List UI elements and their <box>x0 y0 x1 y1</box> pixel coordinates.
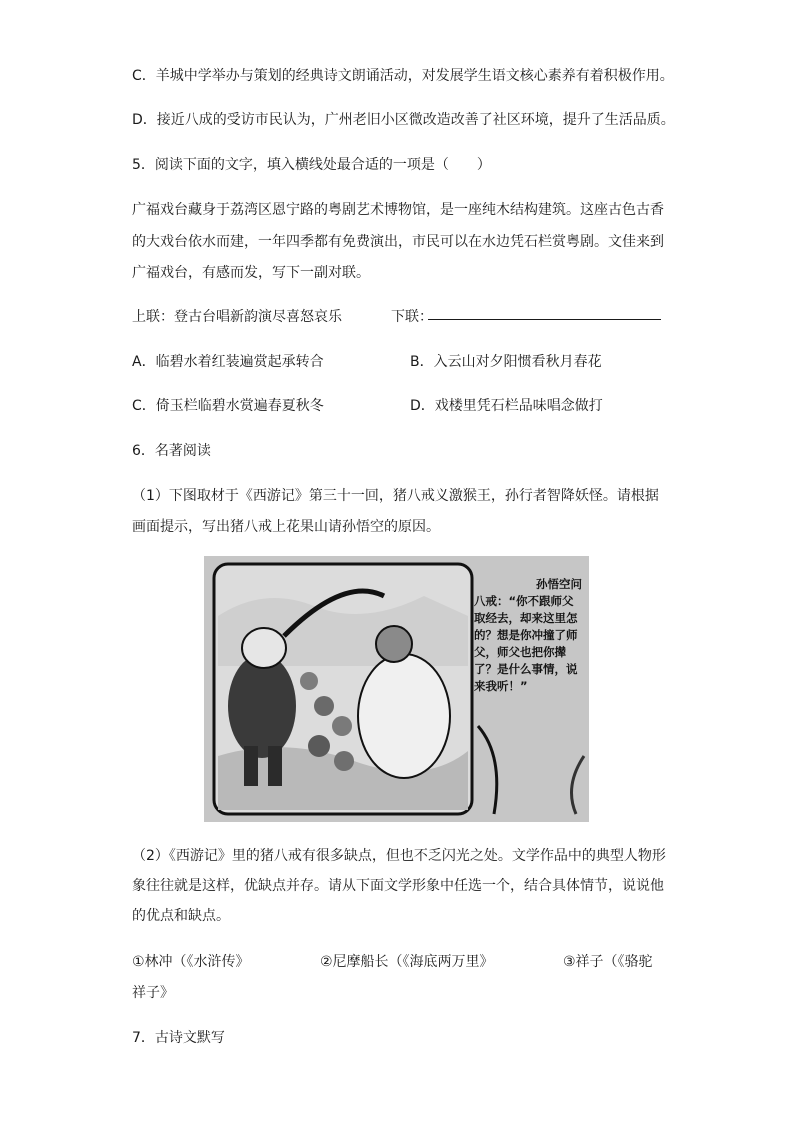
option-b: B．入云山对夕阳惯看秋月春花 <box>410 354 602 370</box>
option-d: D．戏楼里凭石栏品味唱念做打 <box>410 398 603 414</box>
passage-line-2: 的大戏台依水而建，一年四季都有免费演出，市民可以在水边凭石栏赏粤剧。文佳来到 <box>132 234 664 250</box>
passage-line-3: 广福戏台，有感而发，写下一副对联。 <box>132 265 370 281</box>
option-c: C．倚玉栏临碧水赏遍春夏秋冬 <box>132 398 324 414</box>
passage-line-1: 广福戏台藏身于荔湾区恩宁路的粤剧艺术博物馆，是一座纯木结构建筑。这座古色古香 <box>132 202 664 218</box>
comic-illustration <box>204 556 589 822</box>
option-c-line: C．羊城中学举办与策划的经典诗文朗诵活动，对发展学生语文核心素养有着积极作用。 <box>132 68 674 84</box>
character-choice-1: ①林冲（《水浒传》 <box>132 954 250 970</box>
q6-part2-line-2: 象往往就是这样，优缺点并存。请从下面文学形象中任选一个，结合具体情节，说说他 <box>132 878 664 894</box>
q6-part2-line-1: （2）《西游记》里的猪八戒有很多缺点，但也不乏闪光之处。文学作品中的典型人物形 <box>132 848 666 864</box>
question-7-heading: 7．古诗文默写 <box>132 1030 225 1046</box>
question-5-heading: 5．阅读下面的文字，填入横线处最合适的一项是（ ） <box>132 157 491 173</box>
answer-blank[interactable] <box>428 319 661 320</box>
speech-text: 八戒：“你不跟师父取经去，却来这里怎的？想是你冲撞了师父，师父也把你撵了？是什么事情，说来我听！” <box>474 594 578 693</box>
q6-part2-line-3: 的优点和缺点。 <box>132 908 230 924</box>
character-choice-2: ②尼摩船长（《海底两万里》 <box>320 954 494 970</box>
q6-part1-line-1: （1）下图取材于《西游记》第三十一回，猪八戒义激猴王，孙行者智降妖怪。请根据 <box>132 488 659 504</box>
option-d-line: D．接近八成的受访市民认为，广州老旧小区微改造改善了社区环境，提升了生活品质。 <box>132 112 675 128</box>
option-a: A．临碧水着红装遍赏起承转合 <box>132 354 324 370</box>
character-choice-3-cont: 祥子》 <box>132 985 174 1001</box>
speech-caption <box>474 576 582 695</box>
couplet-upper: 上联：登古台唱新韵演尽喜怒哀乐 <box>132 309 342 325</box>
q6-part1-line-2: 画面提示，写出猪八戒上花果山请孙悟空的原因。 <box>132 519 440 535</box>
character-choice-3: ③祥子（《骆驼 <box>563 954 653 970</box>
question-6-heading: 6．名著阅读 <box>132 443 211 459</box>
speech-speaker: 孙悟空问 <box>536 577 582 591</box>
couplet-lower-label: 下联： <box>391 309 433 325</box>
